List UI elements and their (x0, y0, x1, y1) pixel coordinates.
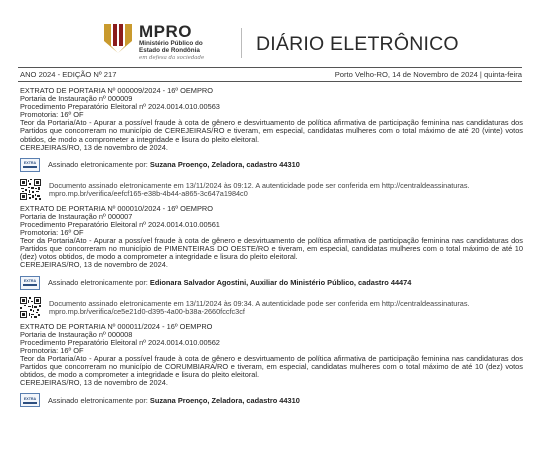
brand-slogan: em defesa da sociedade (139, 55, 205, 62)
portaria-number: Portaria de Instauração nº 000007 (20, 211, 133, 221)
procedimento-number: Procedimento Preparatório Eleitoral nº 2024.0014.010.00562 (20, 337, 220, 347)
signer: Suzana Proenço, Zeladora, cadastro 44310 (149, 395, 300, 405)
header-rule-bottom (18, 81, 522, 82)
signature-seal-icon: EXTRA (20, 276, 40, 290)
promotoria: Promotoria: 16º OF (20, 110, 84, 120)
signed-prefix: Assinado eletronicamente por: (48, 278, 148, 287)
header-rule-top (18, 67, 522, 68)
portaria-number: Portaria de Instauração nº 000009 (20, 94, 133, 104)
signed-prefix: Assinado eletronicamente por: (48, 160, 148, 170)
extract-title: EXTRATO DE PORTARIA Nº 000010/2024 - 16º OEMPRO (20, 203, 213, 213)
qr-code-icon[interactable] (20, 179, 41, 200)
brand-line-1: Ministério Público do (139, 40, 203, 47)
portaria-extract (20, 87, 523, 152)
page-header (0, 0, 534, 66)
document-body (20, 87, 523, 408)
signature-row (20, 275, 523, 291)
verification-row (20, 297, 523, 318)
signer: Suzana Proenço, Zeladora, cadastro 44310 (149, 160, 300, 170)
procedimento-number: Procedimento Preparatório Eleitoral nº 2024.0014.010.00561 (20, 219, 220, 229)
signature-row (20, 157, 523, 173)
mpro-emblem-icon (101, 22, 135, 56)
qr-code-icon[interactable] (20, 297, 41, 318)
portaria-extract (20, 323, 523, 388)
brand-line-2: Estado de Rondônia (139, 47, 200, 55)
edition-bar (20, 70, 522, 79)
local-date: CEREJEIRAS/RO, 13 de novembro de 2024. (20, 378, 168, 388)
signature-seal-icon: EXTRA (20, 158, 40, 172)
local-date: CEREJEIRAS/RO, 13 de novembro de 2024. (20, 260, 168, 270)
verification-link[interactable]: mpro.mp.br/verifica/ce5e21d0-d395-4a00-b38a-2660fccfc3cf (49, 306, 245, 316)
local-date: CEREJEIRAS/RO, 13 de novembro de 2024. (20, 142, 168, 152)
verification-text: Documento assinado eletronicamente em 13/11/2024 às 09:34. A autenticidade pode ser conferida em http://centraldeassinaturas. (49, 298, 470, 308)
promotoria: Promotoria: 16º OF (20, 228, 84, 238)
publication-title: DIÁRIO ELETRÔNICO (256, 33, 459, 55)
promotoria: Promotoria: 16º OF (20, 345, 84, 355)
verification-row (20, 179, 523, 200)
teor-text: Teor da Portaria/Ato - Apurar a possível fraude à cota de gênero e desvirtuamento de política afirmativa de participação feminina nas candidaturas dos Partidos que concorreram no município de CEREJEIRAS/RO e tiveram, em especial, candidatas mulheres com o total máximo de até 20 (vinte) votos obtidos, de modo a comprometer a integridade e lisura do pleito eleitoral. (20, 118, 523, 144)
place-date: Porto Velho-RO, 14 de Novembro de 2024 | quinta-feira (334, 70, 522, 79)
mpro-logo (139, 24, 239, 61)
signature-seal-icon: EXTRA (20, 393, 40, 407)
portaria-extract (20, 205, 523, 270)
extract-title: EXTRATO DE PORTARIA Nº 000009/2024 - 16º OEMPRO (20, 86, 213, 95)
signed-prefix: Assinado eletronicamente por: (48, 395, 148, 405)
teor-text: Teor da Portaria/Ato - Apurar a possível fraude à cota de gênero e desvirtuamento de política afirmativa de participação feminina nas candidaturas dos Partidos que concorreram no município de PIMENTEIRAS DO OESTE/RO e tiveram, em especial, candidatas mulheres com o total máximo de até 10 (dez) votos obtidos, de modo a comprometer a integridade e lisura do pleito eleitoral. (20, 236, 523, 262)
header-divider (241, 28, 242, 58)
teor-text: Teor da Portaria/Ato - Apurar a possível fraude à cota de gênero e desvirtuamento de política afirmativa de participação feminina nas candidaturas dos Partidos que concorreram no município de CORUMBIARA/RO e tiveram, em especial, candidatas mulheres com o total máximo de até 10 (dez) votos obtidos, de modo a comprometer a integridade e lisura do pleito eleitoral. (20, 353, 523, 380)
extract-title: EXTRATO DE PORTARIA Nº 000011/2024 - 16º OEMPRO (20, 321, 213, 331)
verification-text: Documento assinado eletronicamente em 13/11/2024 às 09:12. A autenticidade pode ser conferida em http://centraldeassinaturas. (49, 180, 470, 190)
signature-row (20, 392, 523, 408)
brand-name: MPRO (139, 22, 192, 41)
edition-label: ANO 2024 - EDIÇÃO Nº 217 (20, 70, 117, 79)
portaria-number: Portaria de Instauração nº 000008 (20, 329, 133, 339)
verification-link[interactable]: mpro.mp.br/verifica/eefcf165-e38b-4b44-a865-3c647a1984c0 (49, 188, 248, 198)
signer: Edionara Salvador Agostini, Auxiliar do Ministério Público, cadastro 44474 (149, 278, 412, 287)
procedimento-number: Procedimento Preparatório Eleitoral nº 2024.0014.010.00563 (20, 102, 220, 112)
